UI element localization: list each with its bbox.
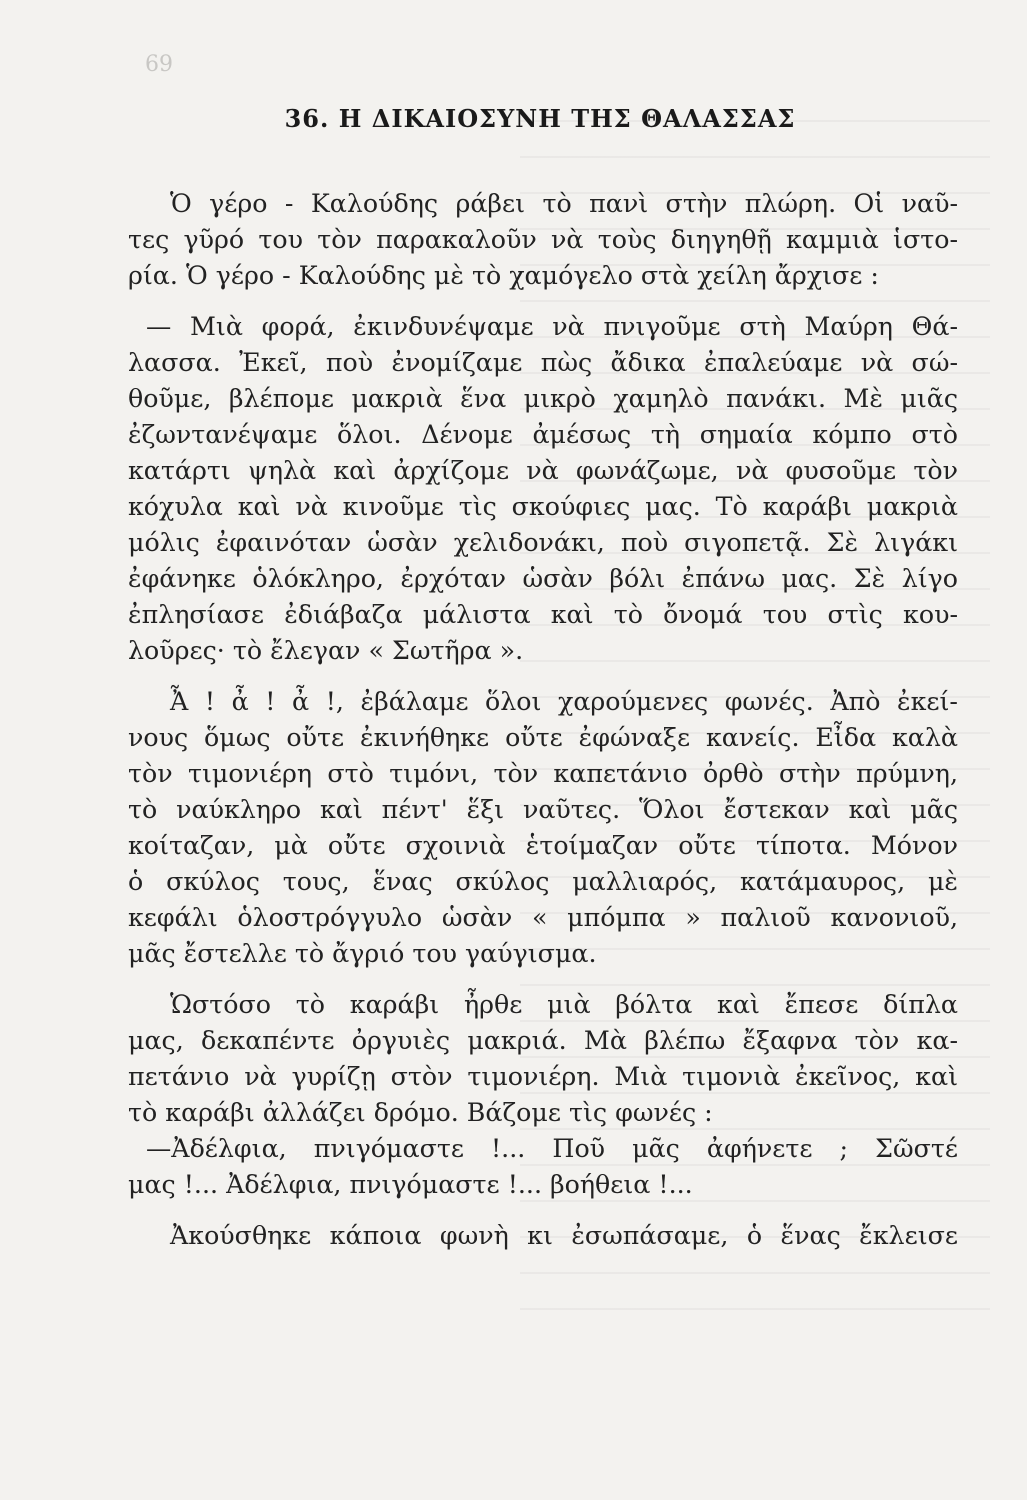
text-line: τὸ καράβι ἀλλάζει δρόμο. Βάζομε τὶς φωνές : (128, 1098, 713, 1127)
text-line: μας, δεκαπέντε ὀργυιὲς μακριά. Μὰ βλέπω ἔξαφνα τὸν κα- (128, 1026, 958, 1055)
text-line: κόχυλα καὶ νὰ κινοῦμε τὶς σκούφιες μας. Τὸ καράβι μακριὰ (128, 492, 958, 521)
text-line: μᾶς ἔστελλε τὸ ἄγριό του γαύγισμα. (128, 939, 597, 968)
text-line: μας !... Ἀδέλφια, πνιγόμαστε !... βοήθεια !... (128, 1170, 693, 1199)
text-line: Ἀκούσθηκε κάποια φωνὴ κι ἐσωπάσαμε, ὁ ἕνας ἔκλεισε (170, 1221, 958, 1250)
text-line: θοῦμε, βλέπομε μακριὰ ἕνα μικρὸ χαμηλὸ πανάκι. Μὲ μιᾶς (128, 384, 958, 413)
text-line: Ὡστόσο τὸ καράβι ἦρθε μιὰ βόλτα καὶ ἔπεσε δίπλα (170, 990, 958, 1019)
text-line: ἐφάνηκε ὁλόκληρο, ἐρχόταν ὡσὰν βόλι ἐπάνω μας. Σὲ λίγο (128, 564, 958, 593)
text-line: — Μιὰ φορά, ἐκινδυνέψαμε νὰ πνιγοῦμε στὴ Μαύρη Θά- (146, 312, 958, 341)
text-line: πετάνιο νὰ γυρίζῃ στὸν τιμονιέρη. Μιὰ τιμονιὰ ἐκεῖνος, καὶ (128, 1062, 958, 1091)
paragraph (128, 186, 958, 294)
text-line: —Ἀδέλφια, πνιγόμαστε !... Ποῦ μᾶς ἀφήνετε ; Σῶστέ (146, 1134, 958, 1163)
text-line: τες γῦρό του τὸν παρακαλοῦν νὰ τοὺς διηγηθῇ καμμιὰ ἱστο- (128, 225, 958, 254)
text-line: κοίταζαν, μὰ οὔτε σχοινιὰ ἑτοίμαζαν οὔτε τίποτα. Μόνον (128, 831, 958, 860)
text-line: ὁ σκύλος τους, ἕνας σκύλος μαλλιαρός, κατάμαυρος, μὲ (128, 867, 958, 896)
page-number: 69 (145, 52, 173, 77)
text-line: Ἆ ! ἆ ! ἆ !, ἐβάλαμε ὅλοι χαρούμενες φωνές. Ἀπὸ ἐκεί- (170, 687, 958, 716)
text-line: μόλις ἐφαινόταν ὡσὰν χελιδονάκι, ποὺ σιγοπετᾷ. Σὲ λιγάκι (128, 528, 958, 557)
text-line: νους ὅμως οὔτε ἐκινήθηκε οὔτε ἐφώναξε κανείς. Εἶδα καλὰ (128, 723, 958, 752)
paragraph (128, 309, 958, 669)
text-line: τὸν τιμονιέρη στὸ τιμόνι, τὸν καπετάνιο ὀρθὸ στὴν πρύμνη, (128, 759, 958, 788)
text-line: Ὁ γέρο - Καλούδης ράβει τὸ πανὶ στὴν πλώρη. Οἱ ναῦ- (170, 189, 958, 218)
paragraph (128, 987, 958, 1203)
text-line: τὸ ναύκληρο καὶ πέντ' ἕξι ναῦτες. Ὅλοι ἔστεκαν καὶ μᾶς (128, 795, 958, 824)
text-line: ἐζωντανέψαμε ὅλοι. Δένομε ἀμέσως τὴ σημαία κόμπο στὸ (128, 420, 958, 449)
text-line: κεφάλι ὁλοστρόγγυλο ὡσὰν « μπόμπα » παλιοῦ κανονιοῦ, (128, 903, 958, 932)
paragraph (128, 1218, 958, 1254)
text-line: λοῦρες· τὸ ἔλεγαν « Σωτῆρα ». (128, 636, 524, 665)
text-line: λασσα. Ἐκεῖ, ποὺ ἐνομίζαμε πὼς ἄδικα ἐπαλεύαμε νὰ σώ- (128, 348, 958, 377)
chapter-title: 36. Η ΔΙΚΑΙΟΣΥΝΗ ΤΗΣ ΘΑΛΑΣΣΑΣ (284, 104, 796, 133)
text-line: κατάρτι ψηλὰ καὶ ἀρχίζομε νὰ φωνάζωμε, νὰ φυσοῦμε τὸν (128, 456, 958, 485)
text-line: ρία. Ὁ γέρο - Καλούδης μὲ τὸ χαμόγελο στὰ χείλη ἄρχισε : (128, 261, 879, 290)
text-line: ἐπλησίασε ἐδιάβαζα μάλιστα καὶ τὸ ὄνομά του στὶς κου- (128, 600, 958, 629)
body-text (128, 186, 958, 1269)
paragraph (128, 684, 958, 972)
